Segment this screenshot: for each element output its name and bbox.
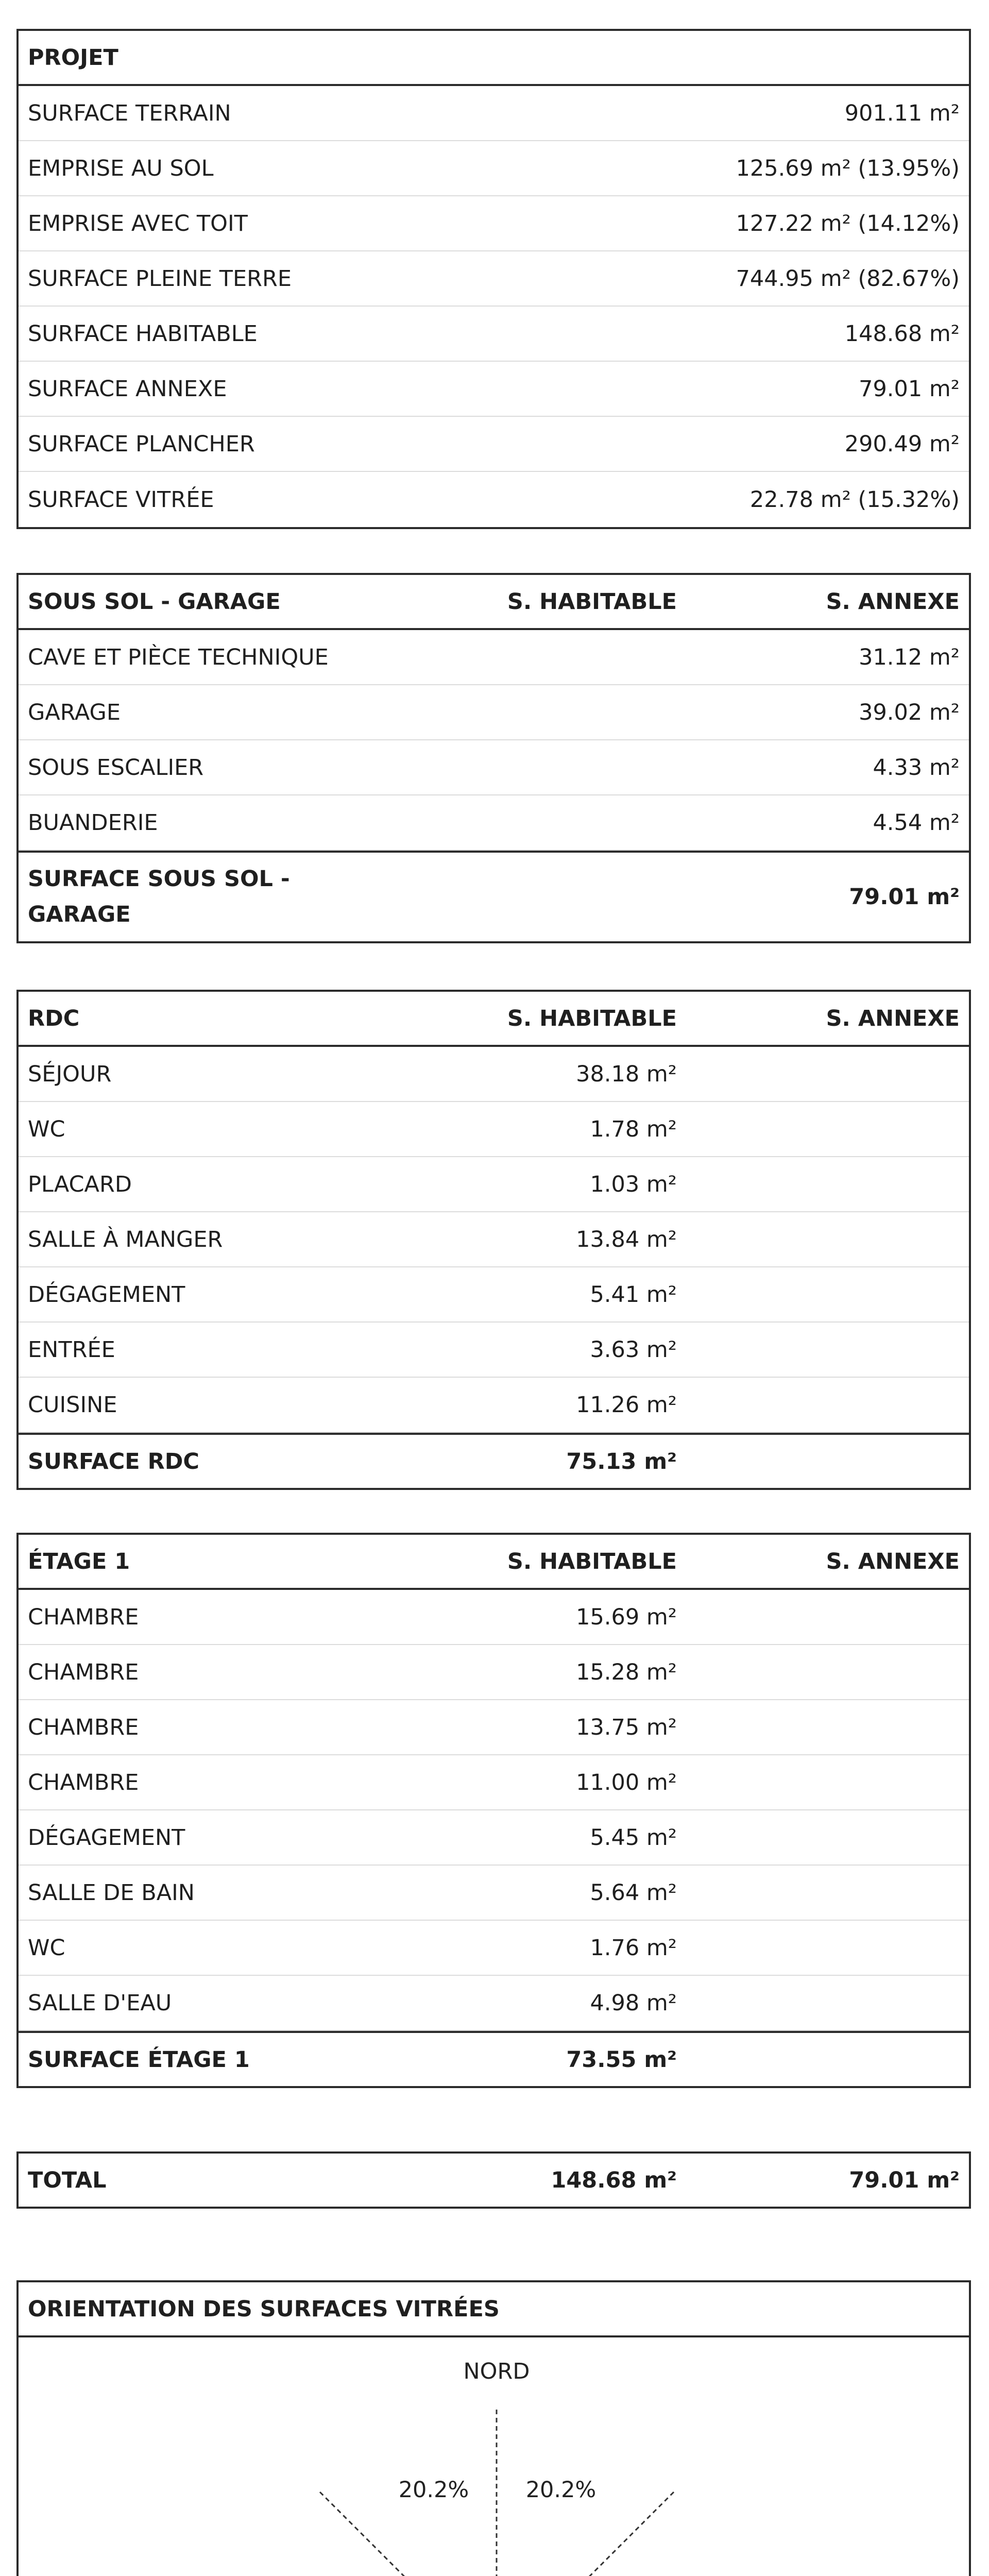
- row-hab: 1.78 m²: [590, 1116, 677, 1142]
- row-ann: 39.02 m²: [859, 699, 960, 725]
- table-row: [19, 1047, 969, 1102]
- row-label: SURFACE PLANCHER: [28, 431, 255, 457]
- etage1-header: [19, 1535, 969, 1590]
- row-ann: 4.54 m²: [873, 809, 960, 836]
- etage1-table: [16, 1533, 971, 2088]
- pct-north-northwest: 20.2%: [398, 2477, 469, 2503]
- table-row: [19, 141, 969, 196]
- row-label: ENTRÉE: [28, 1336, 115, 1363]
- table-row: [19, 1976, 969, 2031]
- projet-title: PROJET: [28, 44, 118, 71]
- orientation-panel: [16, 2280, 971, 2576]
- sous-sol-table: [16, 573, 971, 943]
- rdc-table: [16, 990, 971, 1490]
- pct-north-northeast: 20.2%: [525, 2477, 596, 2503]
- row-label: SALLE DE BAIN: [28, 1879, 195, 1906]
- rdc-total-row: [19, 1433, 969, 1488]
- row-hab: 1.03 m²: [590, 1171, 677, 1197]
- row-label: CHAMBRE: [28, 1659, 139, 1685]
- row-label: WC: [28, 1935, 65, 1961]
- row-label: PLACARD: [28, 1171, 132, 1197]
- total-label-line-1: SURFACE SOUS SOL -: [28, 866, 290, 892]
- row-label: CHAMBRE: [28, 1714, 139, 1740]
- table-row: [19, 251, 969, 307]
- row-hab: 4.98 m²: [590, 1990, 677, 2016]
- row-value: 901.11 m²: [844, 100, 960, 126]
- orientation-header: [19, 2282, 969, 2337]
- table-row: [19, 1921, 969, 1976]
- table-row: [19, 1102, 969, 1157]
- row-label: DÉGAGEMENT: [28, 1281, 185, 1308]
- table-row: [19, 1866, 969, 1921]
- total-table: [16, 2151, 971, 2209]
- row-label: GARAGE: [28, 699, 121, 725]
- total-label-line-2: GARAGE: [28, 902, 131, 927]
- col-annexe-header: S. ANNEXE: [826, 1548, 960, 1574]
- table-row: [19, 1810, 969, 1866]
- row-value: 125.69 m² (13.95%): [736, 155, 960, 181]
- axis-northwest: [320, 2492, 463, 2576]
- row-hab: 15.69 m²: [576, 1604, 677, 1630]
- row-value: 79.01 m²: [859, 376, 960, 402]
- row-value: 148.68 m²: [844, 320, 960, 347]
- table-row: [19, 1323, 969, 1378]
- row-hab: 11.26 m²: [576, 1392, 677, 1418]
- axis-northeast: [531, 2492, 674, 2576]
- table-row: [19, 740, 969, 795]
- table-row: [19, 86, 969, 141]
- row-ann: 31.12 m²: [859, 644, 960, 670]
- row-label: DÉGAGEMENT: [28, 1824, 185, 1851]
- table-row: [19, 362, 969, 417]
- row-label: CHAMBRE: [28, 1604, 139, 1630]
- table-row: [19, 1212, 969, 1267]
- row-hab: 11.00 m²: [576, 1769, 677, 1795]
- row-label: CUISINE: [28, 1392, 117, 1418]
- row-label: SÉJOUR: [28, 1061, 112, 1087]
- table-row: [19, 417, 969, 472]
- total-label: SURFACE RDC: [28, 1448, 199, 1475]
- col-habitable-header: S. HABITABLE: [507, 588, 677, 615]
- row-label: SOUS ESCALIER: [28, 754, 204, 781]
- row-ann: 4.33 m²: [873, 754, 960, 781]
- table-row: [19, 472, 969, 527]
- col-habitable-header: S. HABITABLE: [507, 1005, 677, 1031]
- orientation-compass: [19, 2337, 969, 2576]
- row-label: EMPRISE AU SOL: [28, 155, 214, 181]
- rdc-header: [19, 992, 969, 1047]
- table-row: [19, 1267, 969, 1323]
- total-row: [19, 2154, 969, 2207]
- total-label: [28, 861, 337, 933]
- table-row: [19, 1700, 969, 1755]
- sous-sol-title: SOUS SOL - GARAGE: [28, 588, 281, 615]
- row-hab: 38.18 m²: [576, 1061, 677, 1087]
- table-row: [19, 685, 969, 740]
- total-ann: 79.01 m²: [849, 2167, 960, 2193]
- table-row: [19, 1157, 969, 1212]
- table-row: [19, 1645, 969, 1700]
- total-label: TOTAL: [28, 2167, 107, 2193]
- etage1-title: ÉTAGE 1: [28, 1548, 130, 1574]
- row-label: CAVE ET PIÈCE TECHNIQUE: [28, 644, 329, 670]
- row-hab: 5.45 m²: [590, 1824, 677, 1851]
- total-ann: 79.01 m²: [849, 884, 960, 910]
- row-hab: 5.64 m²: [590, 1879, 677, 1906]
- rdc-title: RDC: [28, 1005, 80, 1031]
- row-hab: 5.41 m²: [590, 1281, 677, 1308]
- row-label: SURFACE HABITABLE: [28, 320, 258, 347]
- row-value: 290.49 m²: [844, 431, 960, 457]
- row-label: WC: [28, 1116, 65, 1142]
- row-label: CHAMBRE: [28, 1769, 139, 1795]
- orientation-title: ORIENTATION DES SURFACES VITRÉES: [28, 2296, 500, 2322]
- col-habitable-header: S. HABITABLE: [507, 1548, 677, 1574]
- col-annexe-header: S. ANNEXE: [826, 1005, 960, 1031]
- sous-sol-header: [19, 575, 969, 630]
- row-label: SURFACE VITRÉE: [28, 486, 214, 513]
- total-hab: 73.55 m²: [566, 2046, 677, 2073]
- row-label: SALLE À MANGER: [28, 1226, 223, 1252]
- table-row: [19, 196, 969, 251]
- row-value: 22.78 m² (15.32%): [749, 486, 960, 513]
- total-label: SURFACE ÉTAGE 1: [28, 2046, 250, 2073]
- row-hab: 15.28 m²: [576, 1659, 677, 1685]
- table-row: [19, 795, 969, 851]
- row-label: SURFACE ANNEXE: [28, 376, 227, 402]
- row-hab: 3.63 m²: [590, 1336, 677, 1363]
- total-hab: 148.68 m²: [551, 2167, 677, 2193]
- row-hab: 13.75 m²: [576, 1714, 677, 1740]
- table-row: [19, 630, 969, 685]
- label-nord: NORD: [463, 2359, 530, 2384]
- row-value: 127.22 m² (14.12%): [736, 210, 960, 236]
- row-label: SURFACE TERRAIN: [28, 100, 231, 126]
- col-annexe-header: S. ANNEXE: [826, 588, 960, 615]
- row-hab: 13.84 m²: [576, 1226, 677, 1252]
- sous-sol-total-row: [19, 851, 969, 941]
- row-hab: 1.76 m²: [590, 1935, 677, 1961]
- row-value: 744.95 m² (82.67%): [736, 265, 960, 292]
- etage1-total-row: [19, 2031, 969, 2086]
- projet-header: [19, 31, 969, 86]
- table-row: [19, 1378, 969, 1433]
- row-label: SURFACE PLEINE TERRE: [28, 265, 292, 292]
- table-row: [19, 307, 969, 362]
- projet-table: [16, 29, 971, 529]
- total-hab: 75.13 m²: [566, 1448, 677, 1475]
- row-label: SALLE D'EAU: [28, 1990, 172, 2016]
- table-row: [19, 1590, 969, 1645]
- table-row: [19, 1755, 969, 1810]
- row-label: EMPRISE AVEC TOIT: [28, 210, 248, 236]
- row-label: BUANDERIE: [28, 809, 158, 836]
